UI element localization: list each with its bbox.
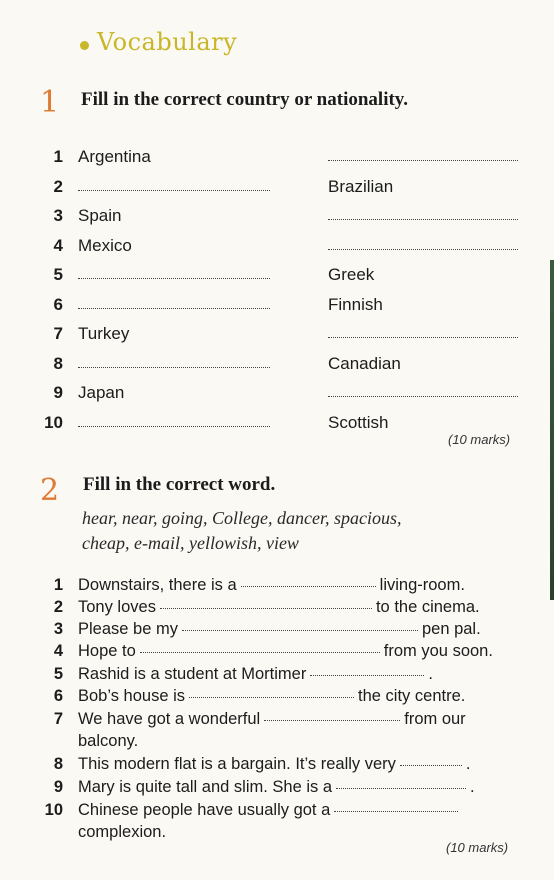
sentence-before: Please be my [78,620,178,638]
sentence-text [78,776,475,798]
answer-blank[interactable] [334,811,458,812]
sentence-after: from our [404,710,466,728]
exercise-2-marks: (10 marks) [446,840,509,855]
bullet-icon [80,41,89,50]
item-number: 5 [53,665,63,683]
item-number: 6 [53,687,63,705]
sentence-after: . [428,665,433,683]
nationality-blank[interactable] [328,396,518,397]
nationality-blank[interactable] [328,249,518,250]
item-number: 2 [53,598,63,616]
exercise-1-row [0,147,554,173]
sentence-continuation: complexion. [78,823,167,841]
sentence-after: pen pal. [421,620,481,638]
sentence-after: living-room. [379,576,465,594]
sentence-before: Tony loves [78,598,156,616]
exercise-2-title: Fill in the correct word. [83,474,276,495]
item-number: 4 [53,642,63,660]
exercise-1-number: 1 [40,85,60,120]
country-label: Argentina [78,147,151,166]
sentence-before: Hope to [78,642,136,660]
country-blank[interactable] [78,190,270,191]
section-title: Vocabulary [97,28,238,56]
item-number: 7 [53,324,63,343]
sentence-text [78,596,480,618]
nationality-blank[interactable] [328,337,518,338]
nationality-blank[interactable] [328,219,518,220]
sentence-text [78,708,466,730]
sentence-after: to the cinema. [375,598,480,616]
exercise-1-row [0,383,554,409]
item-number: 9 [53,778,63,796]
country-label: Spain [78,206,122,225]
sentence-text [78,663,433,685]
nationality-label: Canadian [328,353,401,373]
nationality-label: Finnish [328,294,383,314]
country-blank[interactable] [78,308,270,309]
nationality-label: Scottish [328,412,389,432]
item-number: 10 [44,412,63,432]
answer-blank[interactable] [189,697,354,698]
sentence-text [78,640,493,662]
item-number: 2 [53,176,63,196]
word-bank-line-1: hear, near, going, College, dancer, spacious, [82,508,402,528]
exercise-1-row [0,177,554,203]
word-bank [82,506,482,556]
sentence-after: . [465,755,471,773]
sentence-before: We have got a wonderful [78,710,261,728]
country-label: Japan [78,383,125,402]
country-label: Mexico [78,235,132,255]
exercise-1-row [0,236,554,262]
sentence-after: . [470,778,475,796]
sentence-text [78,574,465,596]
exercise-1-row [0,324,554,350]
exercise-1-row [0,206,554,232]
answer-blank[interactable] [140,652,380,653]
item-number: 1 [53,147,63,166]
answer-blank[interactable] [336,788,466,789]
exercise-1-row [0,295,554,321]
item-number: 3 [53,206,63,225]
sentence-text [78,753,471,775]
exercise-1-row [0,265,554,291]
item-number: 4 [53,235,63,255]
exercise-2-number: 2 [40,473,60,508]
exercise-1-title: Fill in the correct country or nationality. [81,89,409,110]
sentence-before: Downstairs, there is a [78,576,237,594]
sentence-text [78,799,462,821]
exercise-1-row [0,354,554,380]
exercise-1-marks: (10 marks) [448,432,511,447]
country-blank[interactable] [78,426,270,427]
country-blank[interactable] [78,367,270,368]
item-number: 8 [53,755,63,773]
nationality-blank[interactable] [328,160,518,161]
sentence-before: Rashid is a student at Mortimer [78,665,307,683]
sentence-continuation: balcony. [78,732,139,750]
nationality-label: Greek [328,265,375,284]
answer-blank[interactable] [264,720,400,721]
item-number: 8 [53,353,63,373]
country-blank[interactable] [78,278,270,279]
item-number: 7 [53,710,63,728]
item-number: 10 [44,801,63,819]
sentence-before: This modern flat is a bargain. It’s really very [78,755,396,773]
sentence-before: Bob’s house is [78,687,186,705]
answer-blank[interactable] [182,630,418,631]
answer-blank[interactable] [310,675,424,676]
item-number: 3 [53,620,63,638]
item-number: 6 [53,294,63,314]
sentence-before: Chinese people have usually got a [78,801,331,819]
sentence-before: Mary is quite tall and slim. She is a [78,778,333,796]
word-bank-line-2: cheap, e-mail, yellowish, view [82,533,299,553]
section-heading [80,28,237,56]
answer-blank[interactable] [160,608,372,609]
country-label: Turkey [78,324,130,343]
nationality-label: Brazilian [328,176,394,196]
answer-blank[interactable] [241,586,376,587]
sentence-after: from you soon. [383,642,493,660]
answer-blank[interactable] [400,765,462,766]
sentence-text [78,685,465,707]
sentence-after: the city centre. [358,687,466,705]
item-number: 5 [53,265,63,284]
item-number: 9 [53,383,63,402]
item-number: 1 [53,576,63,594]
sentence-text [78,618,481,640]
